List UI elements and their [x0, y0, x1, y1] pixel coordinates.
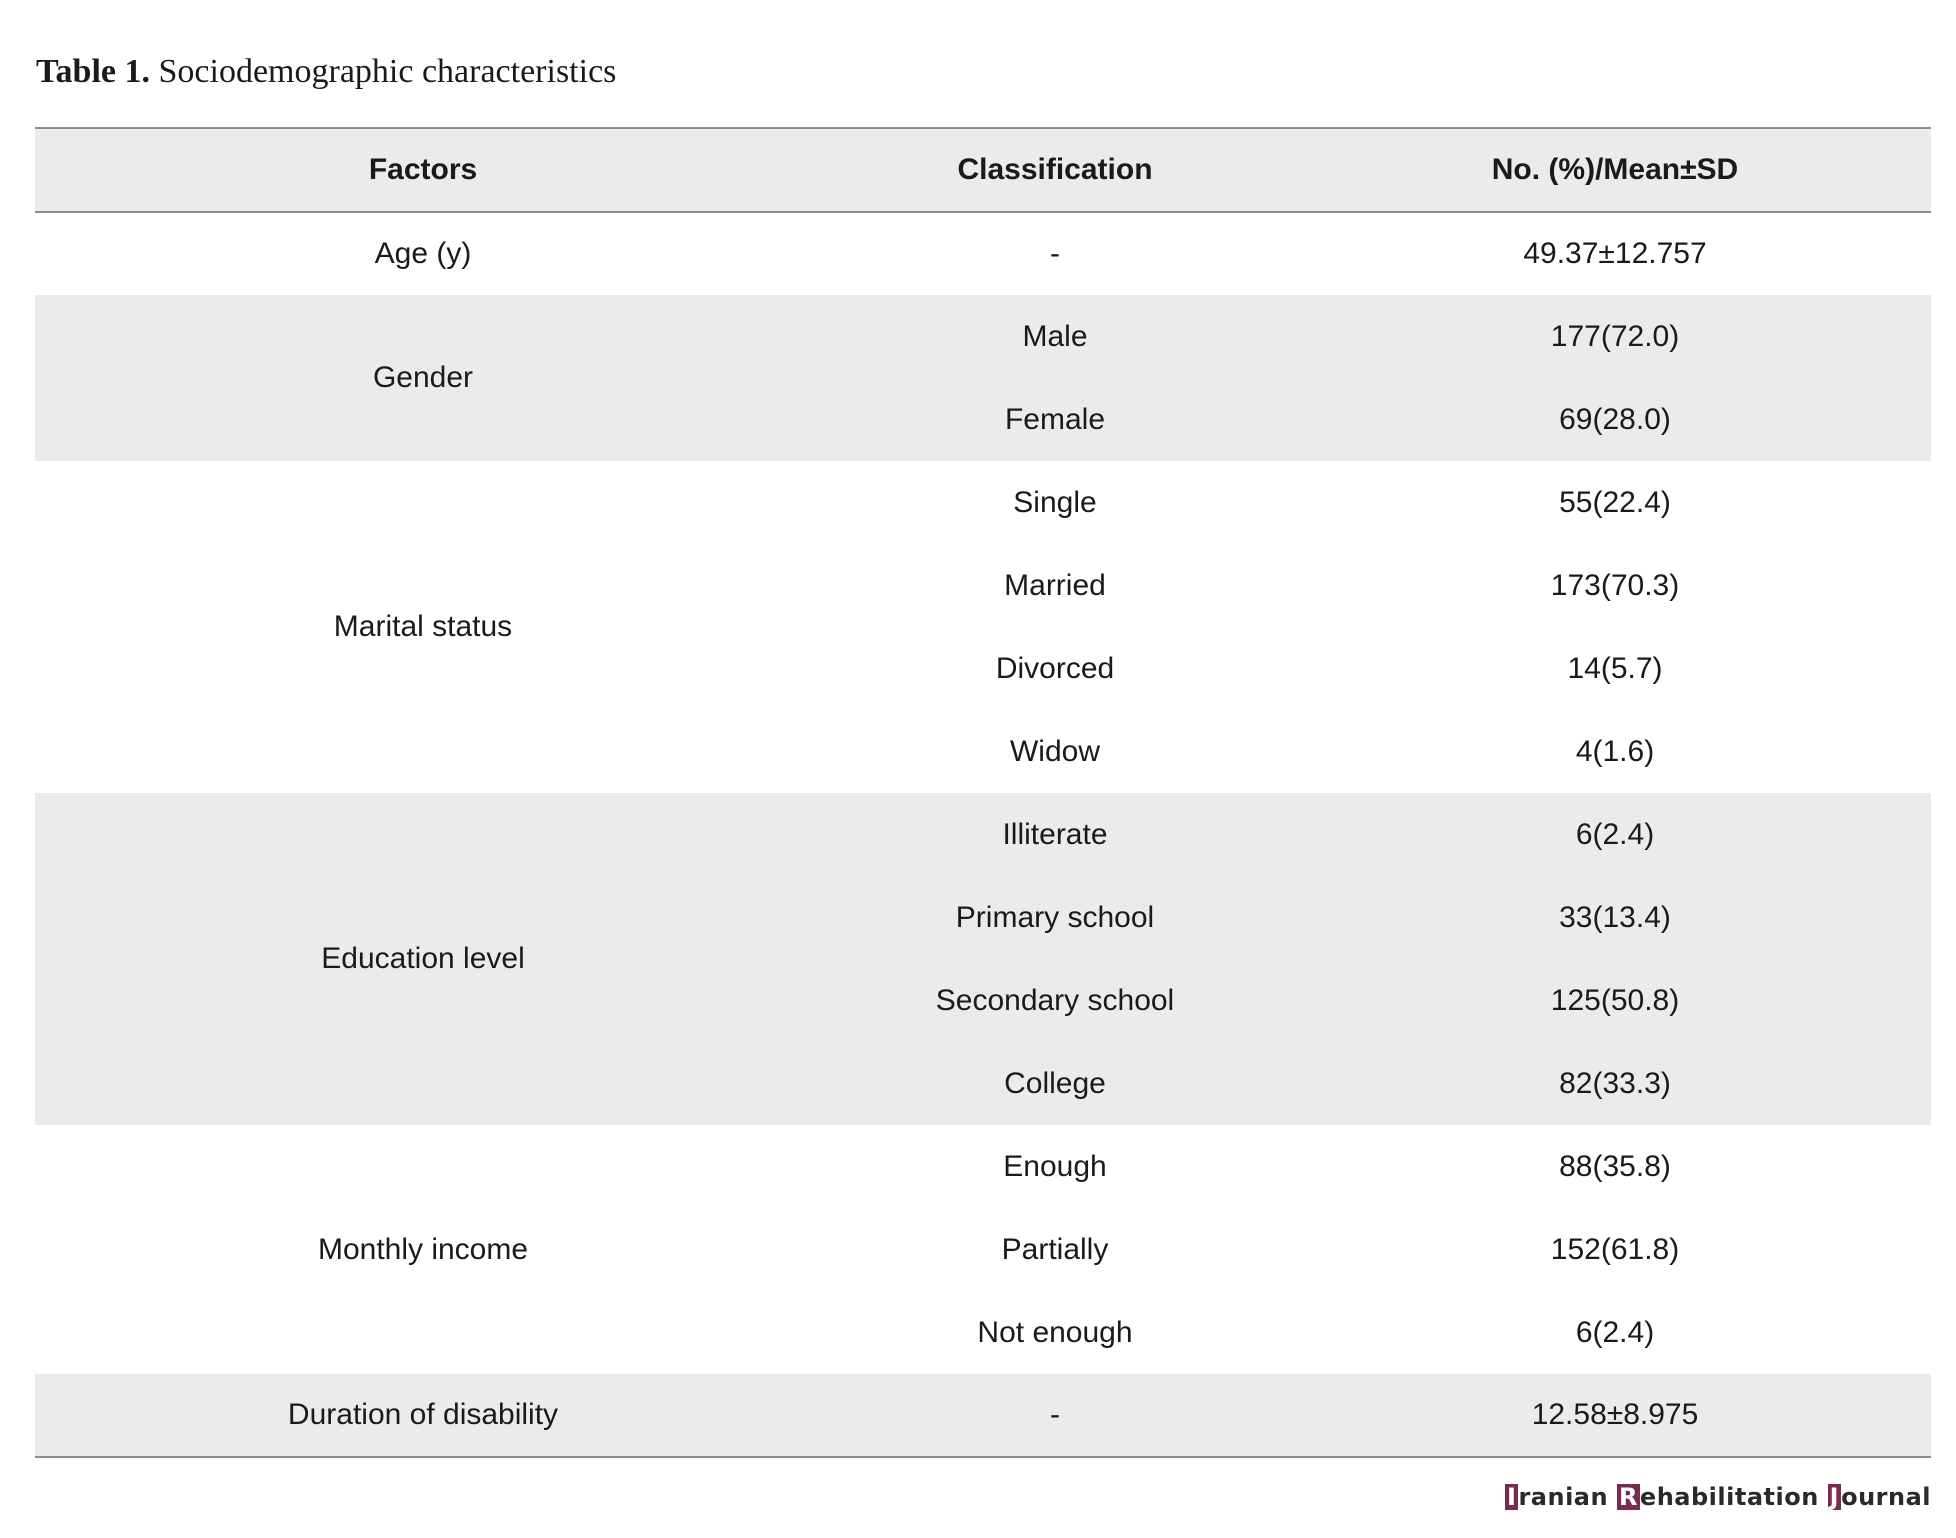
- value-cell: 14(5.7): [1567, 651, 1663, 685]
- value-cell: 88(35.8): [1559, 1149, 1671, 1183]
- factor-cell: Gender: [35, 295, 811, 461]
- classification-cell: Secondary school: [811, 959, 1299, 1042]
- value-cell: 49.37±12.757: [1523, 237, 1707, 270]
- logo-initial: R: [1618, 1483, 1638, 1511]
- factor-cell: Marital status: [333, 610, 513, 643]
- classification-cell: Female: [811, 378, 1299, 461]
- classification-cell: Illiterate: [811, 793, 1299, 876]
- factor-cell: Age (y): [374, 237, 472, 270]
- header-factors: Factors: [35, 128, 811, 212]
- classification-cell: Married: [1004, 568, 1106, 602]
- value-cell: 6(2.4): [1575, 1315, 1655, 1349]
- table-row: [35, 1374, 1931, 1457]
- value-cell: 6(2.4): [1299, 793, 1931, 876]
- table-caption: [36, 50, 616, 94]
- table-row: [35, 1125, 1931, 1208]
- value-cell: 152(61.8): [1550, 1232, 1680, 1266]
- header-value: No. (%)/Mean±SD: [1299, 128, 1931, 212]
- factor-cell: Duration of disability: [35, 1374, 811, 1457]
- factor-cell: Monthly income: [317, 1232, 529, 1266]
- classification-cell: Divorced: [995, 651, 1115, 685]
- logo-word: ranian: [1518, 1483, 1609, 1511]
- logo-word: ournal: [1841, 1483, 1931, 1511]
- value-cell: 125(50.8): [1299, 959, 1931, 1042]
- header-classification: Classification: [811, 128, 1299, 212]
- logo-word: ehabilitation: [1639, 1483, 1819, 1511]
- value-cell: 177(72.0): [1299, 295, 1931, 378]
- classification-cell: -: [1050, 237, 1060, 270]
- caption-label: Table 1.: [36, 53, 151, 90]
- classification-cell: Primary school: [811, 876, 1299, 959]
- caption-title: Sociodemographic characteristics: [158, 53, 617, 90]
- factor-cell: Education level: [35, 793, 811, 1125]
- table-header: [35, 128, 1931, 212]
- logo-initial: I: [1507, 1483, 1517, 1511]
- table-body: [35, 212, 1931, 1457]
- table-row: [35, 212, 1931, 295]
- classification-cell: Widow: [1009, 734, 1100, 768]
- value-cell: 55(22.4): [1559, 485, 1671, 519]
- table-row: [35, 461, 1931, 544]
- value-cell: 33(13.4): [1299, 876, 1931, 959]
- journal-logo: [1505, 1483, 1931, 1511]
- classification-cell: Partially: [1001, 1232, 1109, 1266]
- table-row: [35, 295, 1931, 378]
- sociodemographic-table: [35, 127, 1931, 1458]
- table-row: [35, 793, 1931, 876]
- table-container: [35, 127, 1931, 1458]
- value-cell: 69(28.0): [1299, 378, 1931, 461]
- logo-initial: J: [1829, 1483, 1840, 1511]
- value-cell: 4(1.6): [1575, 734, 1655, 768]
- classification-cell: College: [811, 1042, 1299, 1125]
- value-cell: 12.58±8.975: [1299, 1374, 1931, 1457]
- classification-cell: Not enough: [977, 1315, 1133, 1349]
- value-cell: 82(33.3): [1299, 1042, 1931, 1125]
- header-row: [35, 128, 1931, 212]
- classification-cell: Male: [811, 295, 1299, 378]
- classification-cell: Single: [1013, 485, 1097, 519]
- value-cell: 173(70.3): [1550, 568, 1680, 602]
- classification-cell: Enough: [1003, 1149, 1107, 1183]
- classification-cell: -: [811, 1374, 1299, 1457]
